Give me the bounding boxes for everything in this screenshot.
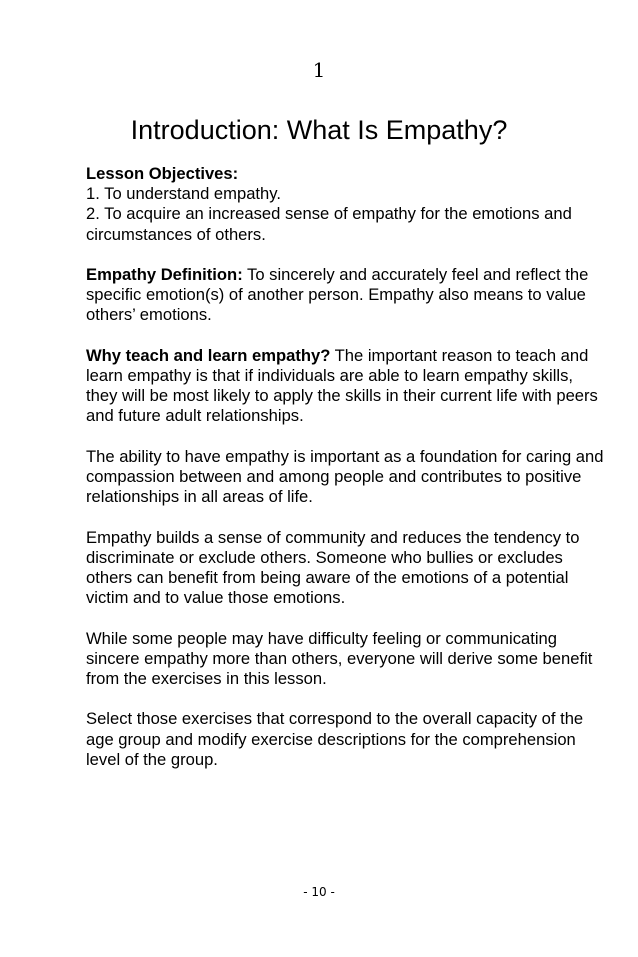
definition-label: Empathy Definition:: [86, 265, 243, 284]
chapter-number: 1: [312, 58, 326, 82]
objectives-heading: Lesson Objectives:: [86, 164, 239, 183]
chapter-body: [86, 164, 606, 790]
body-paragraph: The ability to have empathy is important as a foundation for caring and compassion between and among people and contributes to positive relationships in all areas of life.: [86, 446, 604, 507]
lesson-objectives: [86, 164, 606, 245]
definition-paragraph: [86, 265, 606, 326]
body-paragraph: Select those exercises that correspond to the overall capacity of the age group and modify exercise descriptions for the comprehension level of the group.: [86, 709, 584, 769]
objective-item-2: 2. To acquire an increased sense of empathy for the emotions and circumstances of others.: [86, 204, 572, 244]
body-paragraph: While some people may have difficulty feeling or communicating sincere empathy more than others, everyone will derive some benefit from the exercises in this lesson.: [86, 628, 593, 688]
why-label: Why teach and learn empathy?: [86, 345, 331, 365]
page-number: - 10 -: [303, 885, 335, 899]
why-text: The important reason to teach and learn empathy is that if individuals are able to learn empathy skills, they will be most likely to apply the skills in their current life with peers and future adult relationships.: [86, 345, 598, 426]
objective-item-1: 1. To understand empathy.: [86, 184, 281, 204]
why-paragraph: [86, 346, 606, 427]
chapter-title: Introduction: What Is Empathy?: [130, 115, 508, 145]
definition-text: To sincerely and accurately feel and reflect the specific emotion(s) of another person. Empathy also means to value others’ emotions.: [86, 265, 589, 325]
body-paragraph: Empathy builds a sense of community and reduces the tendency to discriminate or exclude others. Someone who bullies or excludes others can benefit from being aware of the emotions of a potential victim and to value those emotions.: [86, 527, 580, 608]
